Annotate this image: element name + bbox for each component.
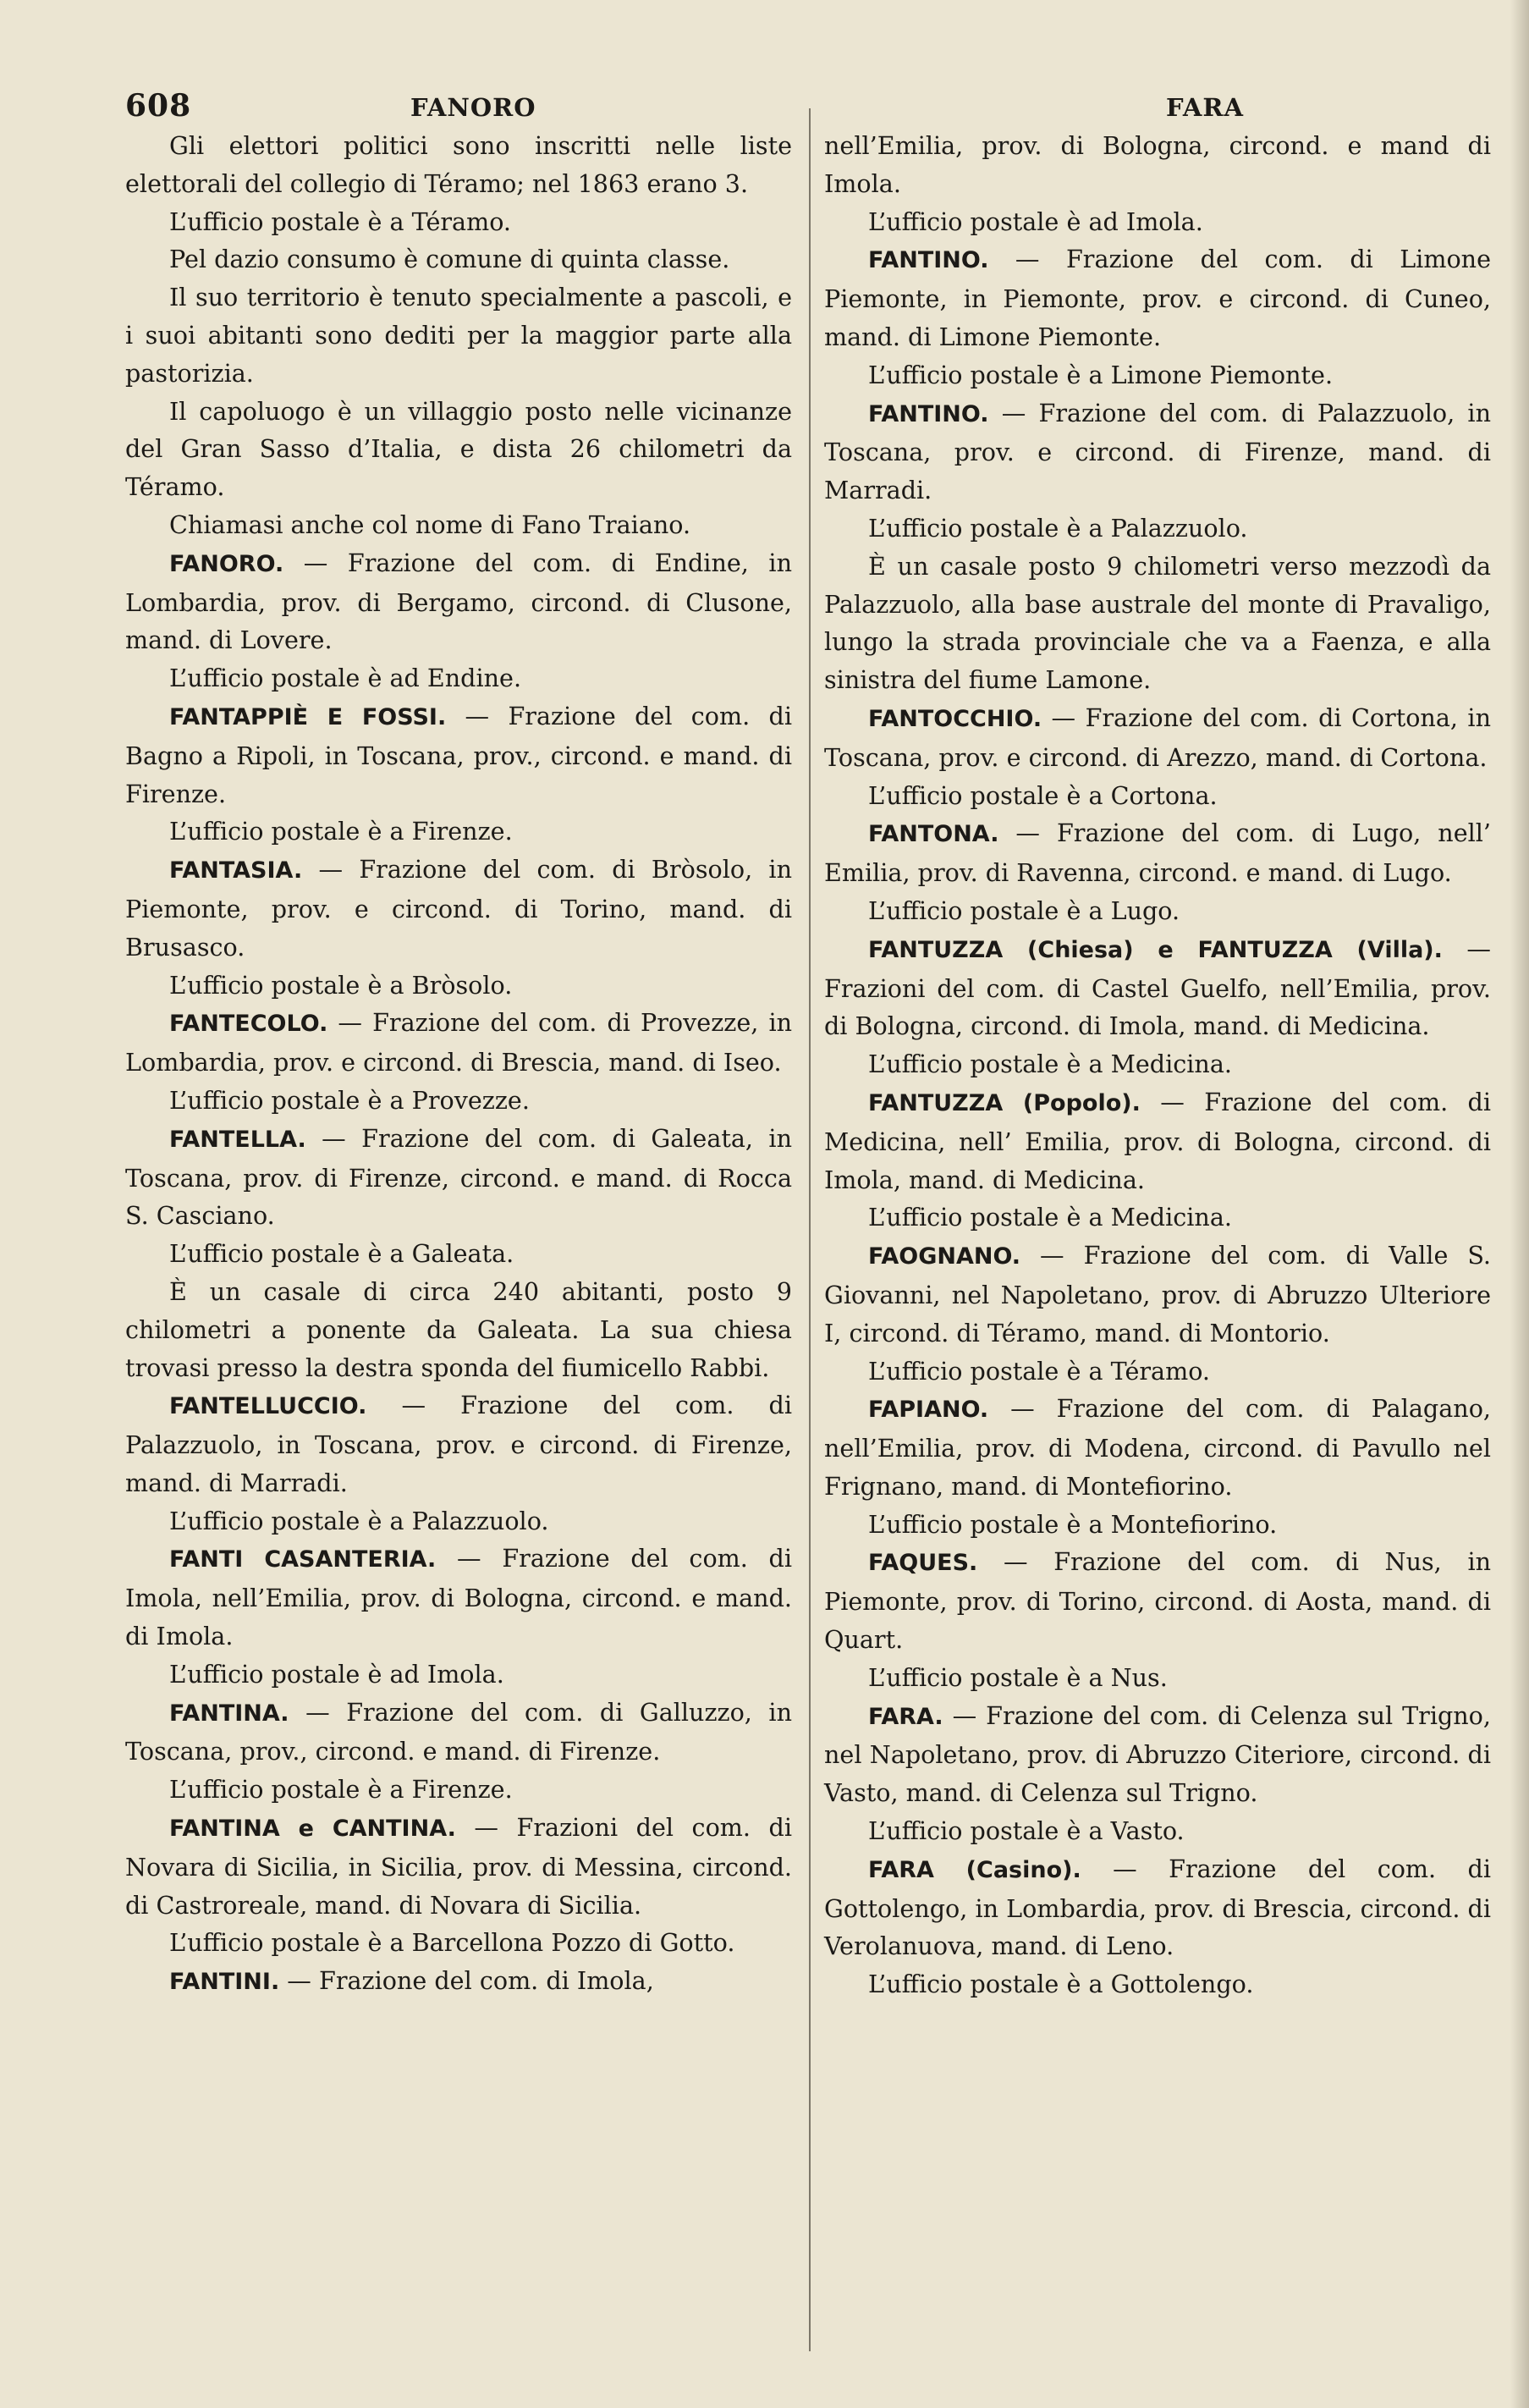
- dictionary-entry: [824, 930, 1491, 1045]
- entry-text: — Frazione del com. di Palazzuolo, in Toscana, prov. e circond. di Firenze, mand. di Marradi.: [824, 398, 1491, 505]
- entry-text: — Frazioni del com. di Castel Guelfo, nell’Emilia, prov. di Bologna, circond. di Imola, mand. di Medicina.: [824, 934, 1491, 1041]
- entry-paragraph: [125, 1502, 792, 1540]
- entry-paragraph: [125, 1656, 792, 1694]
- entry-headword: FANTASIA.: [169, 857, 303, 884]
- entry-headword: FANTINA.: [169, 1700, 289, 1727]
- entry-headword: FANTINA e CANTINA.: [169, 1816, 456, 1843]
- dictionary-entry: [125, 851, 792, 966]
- entry-text: L’ufficio postale è a Provezze.: [169, 1085, 530, 1115]
- entry-headword: FANTAPPIÈ E FOSSI.: [169, 703, 447, 730]
- dictionary-entry: [125, 544, 792, 659]
- entry-text: — Frazione del com. di Palazzuolo, in Toscana, prov. e circond. di Firenze, mand. di Marradi.: [125, 1391, 792, 1497]
- entry-headword: FANTELLUCCIO.: [169, 1393, 367, 1420]
- entry-headword: FANTINI.: [169, 1969, 280, 1996]
- entry-text: — Frazione del com. di Celenza sul Trigno, nel Napoletano, prov. di Abruzzo Citeriore, circond. di Vasto, mand. di Celenza sul Trigno.: [824, 1700, 1491, 1808]
- entry-paragraph: [125, 1924, 792, 1962]
- entry-paragraph: [125, 240, 792, 278]
- entry-paragraph: [824, 1812, 1491, 1850]
- entry-text: — Frazione del com. di Galeata, in Toscana, prov. di Firenze, circond. e mand. di Rocca S. Casciano.: [125, 1123, 792, 1231]
- dictionary-entry: [125, 1809, 792, 1924]
- entry-text: L’ufficio postale è ad Imola.: [169, 1659, 504, 1689]
- entry-text: L’ufficio postale è a Téramo.: [868, 1356, 1210, 1386]
- page-number: 608: [125, 88, 192, 124]
- entry-paragraph: [125, 393, 792, 506]
- entry-text: L’ufficio postale è a Firenze.: [169, 1775, 513, 1805]
- entry-text: — Frazione del com. di Valle S. Giovanni, nel Napoletano, prov. di Abruzzo Ulteriore I, circond. di Téramo, mand. di Montorio.: [824, 1241, 1491, 1347]
- entry-text: — Frazione del com. di Gottolengo, in Lombardia, prov. di Brescia, circond. di Verolanuova, mand. di Leno.: [824, 1854, 1491, 1961]
- entry-headword: FANTUZZA (Popolo).: [868, 1089, 1141, 1116]
- entry-paragraph: [125, 1082, 792, 1120]
- dictionary-entry: [824, 1543, 1491, 1658]
- dictionary-entry: [824, 814, 1491, 892]
- dictionary-entry: [125, 1004, 792, 1082]
- dictionary-entry: [125, 1540, 792, 1655]
- entry-paragraph: [824, 1659, 1491, 1697]
- entry-text: — Frazione del com. di Cortona, in Toscana, prov. e circond. di Arezzo, mand. di Cortona.: [824, 703, 1491, 772]
- entry-paragraph: [125, 967, 792, 1005]
- entry-paragraph: [125, 1235, 792, 1273]
- entry-paragraph: [125, 278, 792, 392]
- entry-text: L’ufficio postale è a Palazzuolo.: [169, 1506, 549, 1535]
- entry-text: Il suo territorio è tenuto specialmente a pascoli, e i suoi abitanti sono dediti per la maggior parte alla pastorizia.: [125, 283, 792, 388]
- entry-headword: FAQUES.: [868, 1550, 978, 1577]
- dictionary-entry: [125, 1386, 792, 1502]
- entry-headword: FANTUZZA (Chiesa) e FANTUZZA (Villa).: [868, 936, 1443, 963]
- page-edge-shadow: [1510, 0, 1529, 2408]
- entry-paragraph: [125, 127, 792, 203]
- entry-headword: FAPIANO.: [868, 1397, 989, 1424]
- entry-text: L’ufficio postale è a Montefiorino.: [868, 1509, 1278, 1539]
- entry-text: L’ufficio postale è a Medicina.: [868, 1050, 1232, 1079]
- entry-text: L’ufficio postale è ad Endine.: [169, 664, 522, 693]
- entry-paragraph: [824, 1506, 1491, 1544]
- entry-paragraph: [125, 813, 792, 851]
- entry-text: — Frazione del com. di Palagano, nell’Emilia, prov. di Modena, circond. di Pavullo nel Frignano, mand. di Montefiorino.: [824, 1394, 1491, 1501]
- entry-text: L’ufficio postale è a Téramo.: [169, 207, 511, 236]
- entry-headword: FAOGNANO.: [868, 1243, 1021, 1270]
- column-divider: [809, 108, 811, 2351]
- entry-text: L’ufficio postale è a Gottolengo.: [868, 1970, 1254, 1999]
- entry-paragraph: [824, 1198, 1491, 1237]
- dictionary-entry: [824, 699, 1491, 777]
- entry-text: L’ufficio postale è a Palazzuolo.: [868, 513, 1248, 543]
- entry-paragraph: [824, 356, 1491, 394]
- entry-text: L’ufficio postale è a Limone Piemonte.: [868, 360, 1334, 389]
- right-column: [824, 127, 1491, 2003]
- entry-headword: FANTINO.: [868, 400, 989, 427]
- dictionary-entry: [125, 1694, 792, 1772]
- entry-headword: FANTECOLO.: [169, 1011, 328, 1038]
- entry-headword: FANTOCCHIO.: [868, 705, 1042, 732]
- entry-text: L’ufficio postale è a Galeata.: [169, 1239, 514, 1269]
- entry-paragraph: [824, 1965, 1491, 2003]
- entry-headword: FANTI CASANTERIA.: [169, 1546, 437, 1573]
- entry-text: — Frazione del com. di Nus, in Piemonte, prov. di Torino, circond. di Aosta, mand. di Quart.: [824, 1547, 1491, 1655]
- entry-text: L’ufficio postale è a Bròsolo.: [169, 970, 513, 1000]
- entry-text: — Frazione del com. di Medicina, nell’ Emilia, prov. di Bologna, circond. di Imola, mand. di Medicina.: [824, 1087, 1491, 1194]
- entry-text: L’ufficio postale è ad Imola.: [868, 207, 1203, 236]
- entry-paragraph: [824, 548, 1491, 699]
- entry-text: — Frazione del com. di Bròsolo, in Piemonte, prov. e circond. di Torino, mand. di Brusasco.: [125, 855, 792, 962]
- entry-text: — Frazione del com. di Provezze, in Lombardia, prov. e circond. di Brescia, mand. di Iseo.: [125, 1008, 792, 1077]
- running-header-left: FANORO: [410, 93, 536, 122]
- left-column: [125, 127, 792, 2002]
- entry-text: L’ufficio postale è a Cortona.: [868, 780, 1218, 810]
- dictionary-entry: [125, 697, 792, 813]
- entry-paragraph: [824, 203, 1491, 241]
- entry-paragraph: [824, 892, 1491, 930]
- entry-text: L’ufficio postale è a Nus.: [868, 1662, 1168, 1692]
- entry-headword: FANTINO.: [868, 247, 989, 274]
- entry-text: — Frazione del com. di Imola,: [279, 1966, 654, 1996]
- dictionary-entry: [125, 1962, 792, 2002]
- entry-text: nell’Emilia, prov. di Bologna, circond. e mand di Imola.: [824, 131, 1491, 198]
- entry-paragraph: [125, 1771, 792, 1809]
- entry-text: — Frazione del com. di Bagno a Ripoli, in Toscana, prov., circond. e mand. di Firenze.: [125, 701, 792, 808]
- entry-text: — Frazione del com. di Limone Piemonte, in Piemonte, prov. e circond. di Cuneo, mand. di Limone Piemonte.: [824, 245, 1491, 351]
- entry-text: Gli elettori politici sono inscritti nelle liste elettorali del collegio di Téramo; nel 1863 erano 3.: [125, 131, 792, 198]
- dictionary-entry: [824, 240, 1491, 355]
- entry-paragraph: [125, 1273, 792, 1386]
- entry-paragraph: [125, 506, 792, 544]
- entry-paragraph: [824, 1045, 1491, 1083]
- entry-paragraph: [125, 659, 792, 697]
- dictionary-entry: [824, 394, 1491, 510]
- entry-text: Pel dazio consumo è comune di quinta classe.: [169, 245, 730, 274]
- dictionary-entry: [824, 1850, 1491, 1965]
- entry-text: — Frazione del com. di Imola, nell’Emilia, prov. di Bologna, circond. e mand. di Imola.: [125, 1544, 793, 1651]
- dictionary-entry: [824, 1237, 1491, 1352]
- entry-text: Il capoluogo è un villaggio posto nelle vicinanze del Gran Sasso d’Italia, e dista 26 chilometri da Téramo.: [125, 396, 792, 502]
- dictionary-entry: [824, 1697, 1491, 1812]
- entry-text: — Frazioni del com. di Novara di Sicilia, in Sicilia, prov. di Messina, circond. di Castroreale, mand. di Novara di Sicilia.: [125, 1813, 792, 1920]
- entry-text: È un casale di circa 240 abitanti, posto 9 chilometri a ponente da Galeata. La sua chiesa trovasi presso la destra sponda del fiumicello Rabbi.: [125, 1276, 792, 1382]
- entry-paragraph: [824, 510, 1491, 548]
- dictionary-entry: [824, 1083, 1491, 1198]
- entry-paragraph: [824, 1353, 1491, 1391]
- entry-text: — Frazione del com. di Lugo, nell’ Emilia, prov. di Ravenna, circond. e mand. di Lugo.: [824, 818, 1491, 888]
- entry-text: L’ufficio postale è a Lugo.: [868, 895, 1180, 925]
- entry-text: — Frazione del com. di Endine, in Lombardia, prov. di Bergamo, circond. di Clusone, mand. di Lovere.: [125, 548, 792, 655]
- entry-paragraph: [824, 777, 1491, 815]
- running-header-right: FARA: [1166, 93, 1244, 122]
- entry-text: L’ufficio postale è a Medicina.: [868, 1203, 1232, 1232]
- entry-headword: FARA.: [868, 1703, 943, 1730]
- entry-text: L’ufficio postale è a Vasto.: [868, 1816, 1185, 1846]
- entry-headword: FANTONA.: [868, 821, 999, 848]
- entry-paragraph: [125, 203, 792, 241]
- entry-text: L’ufficio postale è a Barcellona Pozzo di Gotto.: [169, 1928, 735, 1958]
- entry-text: È un casale posto 9 chilometri verso mezzodì da Palazzuolo, alla base australe del monte di Pravaligo, lungo la strada provinciale che va a Faenza, e alla sinistra del fiume Lamone.: [824, 551, 1491, 695]
- dictionary-entry: [824, 1390, 1491, 1505]
- entry-headword: FANORO.: [169, 550, 284, 577]
- entry-headword: FANTELLA.: [169, 1126, 306, 1153]
- entry-text: Chiamasi anche col nome di Fano Traiano.: [169, 510, 691, 539]
- entry-text: — Frazione del com. di Galluzzo, in Toscana, prov., circond. e mand. di Firenze.: [125, 1697, 792, 1766]
- entry-text: L’ufficio postale è a Firenze.: [169, 817, 513, 846]
- dictionary-entry: [125, 1120, 792, 1235]
- entry-paragraph: [824, 127, 1491, 203]
- entry-headword: FARA (Casino).: [868, 1856, 1081, 1883]
